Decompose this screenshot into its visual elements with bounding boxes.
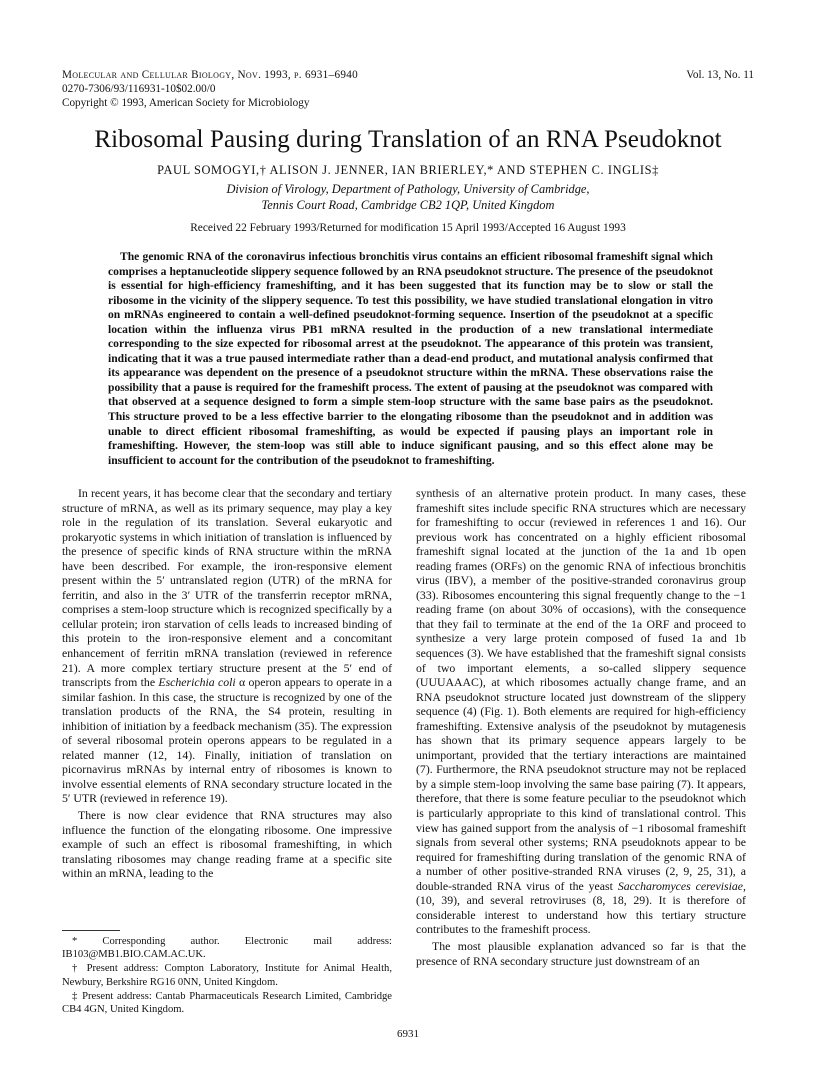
body-column-right [416, 486, 746, 968]
body-paragraph: In recent years, it has become clear that the secondary and tertiary structure of mRNA, as well as its primary sequence, may play a key role in the regulation of its translation. Several eukaryotic and prokaryotic systems in which initiation of translation is influenced by the presence of specific kinds of RNA structure within the mRNA have been described. For example, the iron-responsive element present within the 5′ untranslated region (UTR) of the mRNA for ferritin, and also in the 3′ UTR of the transferrin receptor mRNA, comprises a stem-loop structure which is recognized specifically by a cellular protein; iron starvation of cells leads to increased binding of this protein to the iron-responsive element and a concomitant enhancement of ferritin mRNA translation (reviewed in reference 21). A more complex tertiary structure present at the 5′ end of transcripts from the Escherichia coli α operon appears to operate in a similar fashion. In this case, the structure is recognized by one of the translation products of the RNA, the S4 protein, resulting in inhibition of initiation by a feedback mechanism (35). The expression of several ribosomal protein operons appears to be regulated in a related manner (12, 14). Finally, initiation of translation on picornavirus mRNAs by internal entry of ribosomes is known to involve essential elements of RNA secondary structure located in the 5′ UTR (reviewed in reference 19). [62, 486, 392, 806]
footnote-dagger: † Present address: Compton Laboratory, Institute for Animal Health, Newbury, Berkshire RG16 0NN, United Kingdom. [62, 963, 392, 988]
species-name: Saccharomyces cerevisiae, [617, 878, 746, 893]
article-title: Ribosomal Pausing during Translation of an RNA Pseudoknot [94, 126, 722, 153]
footnote-double-dagger: ‡ Present address: Cantab Pharmaceuticals Research Limited, Cambridge CB4 4GN, United Kingdom. [62, 990, 392, 1016]
footnote-divider [62, 930, 120, 931]
body-paragraph: synthesis of an alternative protein product. In many cases, these frameshift sites include specific RNA structures which are necessary for frameshifting to occur (reviewed in references 1 and 16). Our previous work has concentrated on a highly efficient ribosomal frameshift signal located at the junction of the 1a and 1b open reading frames (ORFs) on the genomic RNA of infectious bronchitis virus (IBV), a member of the positive-stranded coronavirus group (33). Ribosomes encountering this signal frequently change to the −1 reading frame (on about 30% of occasions), with the consequence that they fail to terminate at the end of the 1a ORF and proceed to synthesize a very large protein composed of fused 1a and 1b sequences (3). We have established that the frameshift signal consists of two important elements, a so-called slippery sequence (UUUAAAC), at which ribosomes actually change frame, and an RNA pseudoknot structure located just downstream of the slippery sequence (4) (Fig. 1). Both elements are required for high-efficiency frameshifting. Extensive analysis of the pseudoknot by mutagenesis has shown that its primary sequence appears largely to be unimportant, provided that the tertiary interactions are maintained (7). Furthermore, the RNA pseudoknot structure may not be replaced by a simple stem-loop involving the same base pairing (7). It appears, therefore, that there is some feature peculiar to the pseudoknot which is particularly appropriate to this kind of translational control. This view has gained support from the analysis of −1 ribosomal frameshift signals from several other systems; RNA pseudoknots appear to be required for frameshifting during translation of the genomic RNA of a number of other positive-stranded RNA viruses (2, 9, 25, 31), a double-stranded RNA virus of the yeast Saccharomyces cerevisiae, (10, 39), and several retroviruses (8, 18, 29). It is therefore of considerable interest to understand how this tertiary structure contributes to the frameshift process. [416, 486, 746, 937]
species-name: Escherichia coli [158, 675, 236, 690]
author-list: PAUL SOMOGYI,† ALISON J. JENNER, IAN BRIERLEY,* AND STEPHEN C. INGLIS‡ [157, 163, 659, 177]
affiliation-line-1: Division of Virology, Department of Pathology, University of Cambridge, [226, 182, 590, 196]
copyright-line: Copyright © 1993, American Society for Microbiology [62, 97, 310, 109]
received-dates: Received 22 February 1993/Returned for modification 15 April 1993/Accepted 16 August 1993 [190, 222, 626, 234]
page-number: 6931 [397, 1028, 419, 1040]
body-paragraph: The most plausible explanation advanced so far is that the presence of RNA secondary structure just downstream of an [416, 938, 746, 968]
abstract: The genomic RNA of the coronavirus infectious bronchitis virus contains an efficient ribosomal frameshift signal which comprises a heptanucleotide slippery sequence followed by an RNA pseudoknot structure. The presence of the pseudoknot is essential for high-efficiency frameshifting, and it has been suggested that its function may be to slow or stall the ribosome in the vicinity of the slippery sequence. To test this possibility, we have studied translational elongation in vitro on mRNAs engineered to contain a well-defined pseudoknot-forming sequence. Insertion of the pseudoknot at a specific location within the influenza virus PB1 mRNA resulted in the production of a new translational intermediate corresponding to the size expected for ribosomal arrest at the pseudoknot. The appearance of this protein was transient, indicating that it was a true paused intermediate rather than a dead-end product, and mutational analysis confirmed that its appearance was dependent on the presence of a pseudoknot structure within the mRNA. These observations raise the possibility that a pause is required for the frameshift process. The extent of pausing at the pseudoknot was compared with that observed at a sequence designed to form a simple stem-loop structure with the same base pairs as the pseudoknot. This structure proved to be a less effective barrier to the elongating ribosome than the pseudoknot and in addition was unable to direct efficient ribosomal frameshifting, as would be expected if pausing plays an important role in frameshifting. However, the stem-loop was still able to induce significant pausing, and so this effect alone may be insufficient to account for the contribution of the pseudoknot to frameshifting. [108, 250, 713, 467]
affiliation-line-2: Tennis Court Road, Cambridge CB2 1QP, United Kingdom [261, 198, 555, 212]
footnote-corresponding-author: * Corresponding author. Electronic mail address: IB103@MB1.BIO.CAM.AC.UK. [62, 936, 392, 961]
running-header [62, 68, 562, 110]
issn-code: 0270-7306/93/116931-10$02.00/0 [62, 83, 216, 95]
volume-issue: Vol. 13, No. 11 [686, 69, 754, 81]
footnotes [62, 935, 392, 1017]
body-paragraph: There is now clear evidence that RNA structures may also influence the function of the elongating ribosome. One impressive example of such an effect is ribosomal frameshifting, in which translating ribosomes may change reading frame at a specific site within an mRNA, leading to the [62, 808, 392, 881]
journal-citation: Molecular and Cellular Biology, Nov. 1993, p. 6931–6940 [62, 69, 359, 81]
body-column-left [62, 486, 392, 881]
